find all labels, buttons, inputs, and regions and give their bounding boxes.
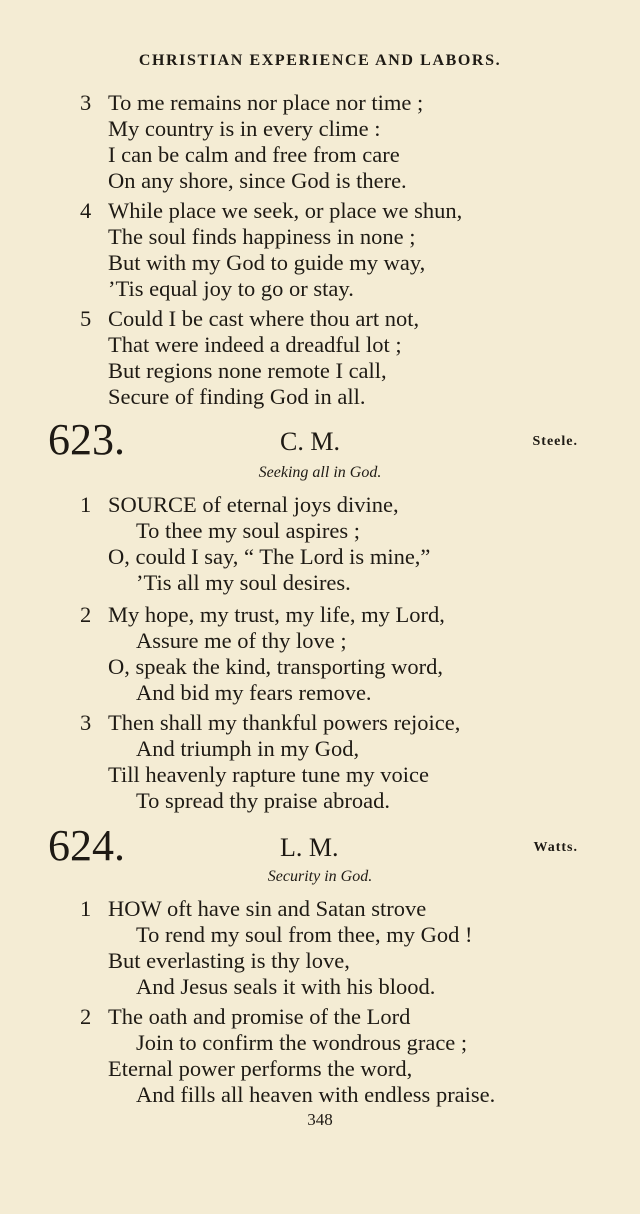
stanza-line: The soul finds happiness in none ; [108,224,416,249]
stanza-line: I can be calm and free from care [108,142,400,167]
hymn-623-subtitle: Seeking all in God. [258,464,382,481]
stanza-continued-4 [80,198,600,302]
stanza-number: 3 [80,90,92,115]
stanza-number: 5 [80,306,92,331]
stanza-number: 1 [80,492,92,517]
hymn-623-stanza-3 [80,710,600,814]
stanza-line: O, speak the kind, transporting word, [108,654,443,679]
running-head: CHRISTIAN EXPERIENCE AND LABORS. [138,52,502,69]
stanza-number: 2 [80,1004,92,1029]
stanza-line: But regions none remote I call, [108,358,387,383]
stanza-number: 1 [80,896,92,921]
hymn-624-stanza-1 [80,896,600,1000]
stanza-line: And bid my fears remove. [136,680,372,705]
hymn-623-stanza-2 [80,602,600,706]
stanza-line: And Jesus seals it with his blood. [136,974,436,999]
stanza-line: 1 SOURCE of eternal joys divine, [80,492,399,517]
hymn-number: 623. [48,415,125,464]
stanza-number: 4 [80,198,92,223]
stanza-number: 2 [80,602,92,627]
stanza-line: On any shore, since God is there. [108,168,407,193]
hymn-623-header [48,415,578,464]
stanza-line: Join to confirm the wondrous grace ; [136,1030,468,1055]
stanza-line: And fills all heaven with endless praise. [136,1082,496,1107]
stanza-line: Eternal power performs the word, [108,1056,413,1081]
hymn-624-stanza-2 [80,1004,600,1108]
stanza-line: Till heavenly rapture tune my voice [108,762,429,787]
stanza-line: 2 My hope, my trust, my life, my Lord, [80,602,445,627]
hymn-author: Steele. [532,434,578,449]
hymn-624-header [48,821,578,870]
stanza-line: But everlasting is thy love, [108,948,350,973]
stanza-continued-5 [80,306,600,410]
stanza-line: That were indeed a dreadful lot ; [108,332,402,357]
stanza-number: 3 [80,710,92,735]
stanza-line: And triumph in my God, [136,736,360,761]
stanza-line: To thee my soul aspires ; [136,518,361,543]
stanza-line: O, could I say, “ The Lord is mine,” [108,544,431,569]
hymn-624-subtitle: Security in God. [267,868,373,885]
hymn-623-stanza-1 [80,492,600,596]
stanza-line: 1 HOW oft have sin and Satan strove [80,896,427,921]
stanza-line: Assure me of thy love ; [136,628,347,653]
stanza-line: 5 Could I be cast where thou art not, [80,306,420,331]
hymn-author: Watts. [533,840,578,855]
hymn-meter: L. M. [280,833,339,862]
stanza-line: ’Tis equal joy to go or stay. [108,276,354,301]
stanza-line: But with my God to guide my way, [108,250,426,275]
hymn-number: 624. [48,821,125,870]
stanza-line: 4 While place we seek, or place we shun, [80,198,463,223]
hymn-meter: C. M. [280,427,340,456]
page-number: 348 [307,1110,333,1129]
stanza-line: 3 Then shall my thankful powers rejoice, [80,710,461,735]
stanza-line: 2 The oath and promise of the Lord [80,1004,411,1029]
stanza-line: My country is in every clime : [108,116,381,141]
stanza-line: Secure of finding God in all. [108,384,366,409]
stanza-line: To spread thy praise abroad. [136,788,390,813]
stanza-continued-3 [80,90,600,194]
stanza-line: ’Tis all my soul desires. [136,570,351,595]
stanza-line: To rend my soul from thee, my God ! [136,922,473,947]
stanza-line: 3 To me remains nor place nor time ; [80,90,424,115]
